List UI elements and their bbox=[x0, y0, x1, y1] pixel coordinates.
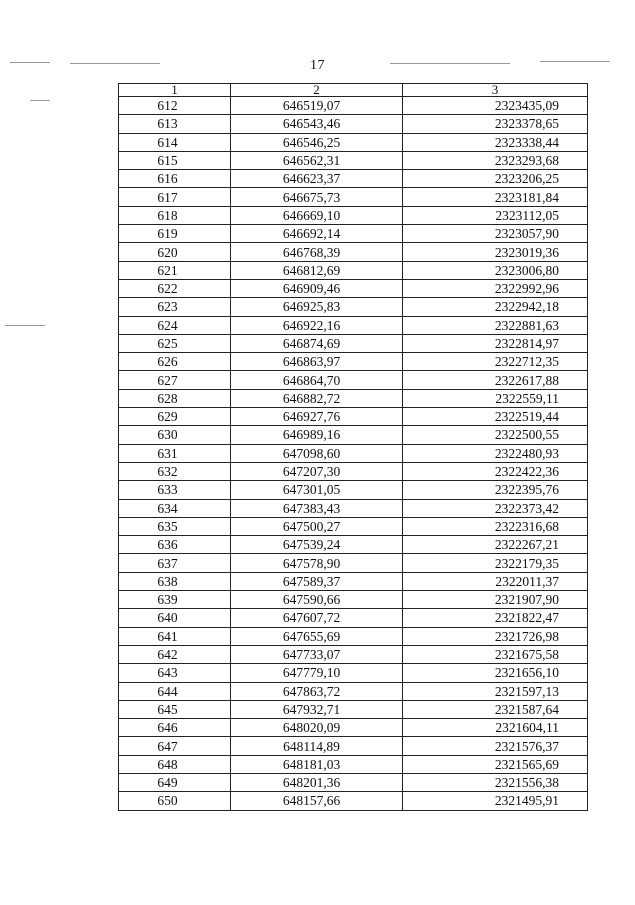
point-number-cell: 614 bbox=[119, 133, 231, 151]
table-row bbox=[119, 408, 588, 426]
point-number-cell: 624 bbox=[119, 316, 231, 334]
table-row bbox=[119, 737, 588, 755]
y-coordinate-cell: 2321726,98 bbox=[403, 627, 588, 645]
x-coordinate-cell: 646909,46 bbox=[231, 279, 403, 297]
point-number-cell: 634 bbox=[119, 499, 231, 517]
table-row bbox=[119, 334, 588, 352]
table-row bbox=[119, 115, 588, 133]
y-coordinate-cell: 2322992,96 bbox=[403, 279, 588, 297]
point-number-cell: 640 bbox=[119, 609, 231, 627]
table-row bbox=[119, 481, 588, 499]
scan-speck bbox=[70, 63, 160, 64]
x-coordinate-cell: 646519,07 bbox=[231, 97, 403, 115]
y-coordinate-cell: 2322373,42 bbox=[403, 499, 588, 517]
x-coordinate-cell: 647589,37 bbox=[231, 572, 403, 590]
point-number-cell: 636 bbox=[119, 536, 231, 554]
table-row bbox=[119, 462, 588, 480]
point-number-cell: 619 bbox=[119, 225, 231, 243]
x-coordinate-cell: 647655,69 bbox=[231, 627, 403, 645]
y-coordinate-cell: 2322316,68 bbox=[403, 517, 588, 535]
y-coordinate-cell: 2321675,58 bbox=[403, 645, 588, 663]
column-header: 3 bbox=[403, 84, 588, 97]
y-coordinate-cell: 2322617,88 bbox=[403, 371, 588, 389]
x-coordinate-cell: 647590,66 bbox=[231, 591, 403, 609]
point-number-cell: 629 bbox=[119, 408, 231, 426]
x-coordinate-cell: 646768,39 bbox=[231, 243, 403, 261]
point-number-cell: 644 bbox=[119, 682, 231, 700]
x-coordinate-cell: 647383,43 bbox=[231, 499, 403, 517]
x-coordinate-cell: 646922,16 bbox=[231, 316, 403, 334]
table-header-row bbox=[119, 84, 588, 97]
point-number-cell: 645 bbox=[119, 700, 231, 718]
x-coordinate-cell: 647779,10 bbox=[231, 664, 403, 682]
y-coordinate-cell: 2322500,55 bbox=[403, 426, 588, 444]
table-row bbox=[119, 645, 588, 663]
point-number-cell: 647 bbox=[119, 737, 231, 755]
table-row bbox=[119, 572, 588, 590]
y-coordinate-cell: 2323206,25 bbox=[403, 170, 588, 188]
point-number-cell: 613 bbox=[119, 115, 231, 133]
point-number-cell: 616 bbox=[119, 170, 231, 188]
table-row bbox=[119, 719, 588, 737]
x-coordinate-cell: 647098,60 bbox=[231, 444, 403, 462]
x-coordinate-cell: 646864,70 bbox=[231, 371, 403, 389]
y-coordinate-cell: 2321556,38 bbox=[403, 773, 588, 791]
y-coordinate-cell: 2321822,47 bbox=[403, 609, 588, 627]
point-number-cell: 635 bbox=[119, 517, 231, 535]
table-row bbox=[119, 243, 588, 261]
point-number-cell: 627 bbox=[119, 371, 231, 389]
point-number-cell: 618 bbox=[119, 206, 231, 224]
y-coordinate-cell: 2322559,11 bbox=[403, 389, 588, 407]
table-row bbox=[119, 609, 588, 627]
x-coordinate-cell: 646882,72 bbox=[231, 389, 403, 407]
table-row bbox=[119, 225, 588, 243]
table-row bbox=[119, 170, 588, 188]
y-coordinate-cell: 2322480,93 bbox=[403, 444, 588, 462]
x-coordinate-cell: 646863,97 bbox=[231, 353, 403, 371]
y-coordinate-cell: 2323293,68 bbox=[403, 151, 588, 169]
table-row bbox=[119, 554, 588, 572]
x-coordinate-cell: 646546,25 bbox=[231, 133, 403, 151]
point-number-cell: 633 bbox=[119, 481, 231, 499]
table-row bbox=[119, 682, 588, 700]
table-row bbox=[119, 389, 588, 407]
table-row bbox=[119, 664, 588, 682]
table-row bbox=[119, 591, 588, 609]
point-number-cell: 641 bbox=[119, 627, 231, 645]
column-header: 2 bbox=[231, 84, 403, 97]
y-coordinate-cell: 2322519,44 bbox=[403, 408, 588, 426]
table-row bbox=[119, 700, 588, 718]
y-coordinate-cell: 2322267,21 bbox=[403, 536, 588, 554]
point-number-cell: 625 bbox=[119, 334, 231, 352]
y-coordinate-cell: 2323057,90 bbox=[403, 225, 588, 243]
x-coordinate-cell: 648114,89 bbox=[231, 737, 403, 755]
table-row bbox=[119, 188, 588, 206]
point-number-cell: 637 bbox=[119, 554, 231, 572]
y-coordinate-cell: 2322881,63 bbox=[403, 316, 588, 334]
point-number-cell: 623 bbox=[119, 298, 231, 316]
table-row bbox=[119, 426, 588, 444]
x-coordinate-cell: 646989,16 bbox=[231, 426, 403, 444]
table-row bbox=[119, 261, 588, 279]
scan-speck bbox=[5, 325, 45, 326]
y-coordinate-cell: 2321576,37 bbox=[403, 737, 588, 755]
x-coordinate-cell: 646927,76 bbox=[231, 408, 403, 426]
y-coordinate-cell: 2322011,37 bbox=[403, 572, 588, 590]
point-number-cell: 650 bbox=[119, 792, 231, 810]
table-row bbox=[119, 755, 588, 773]
scan-speck bbox=[30, 100, 50, 101]
point-number-cell: 642 bbox=[119, 645, 231, 663]
point-number-cell: 638 bbox=[119, 572, 231, 590]
y-coordinate-cell: 2321565,69 bbox=[403, 755, 588, 773]
scan-speck bbox=[540, 61, 610, 62]
x-coordinate-cell: 647607,72 bbox=[231, 609, 403, 627]
x-coordinate-cell: 647863,72 bbox=[231, 682, 403, 700]
table-row bbox=[119, 536, 588, 554]
table-body bbox=[119, 97, 588, 811]
x-coordinate-cell: 647500,27 bbox=[231, 517, 403, 535]
table-row bbox=[119, 773, 588, 791]
point-number-cell: 620 bbox=[119, 243, 231, 261]
point-number-cell: 630 bbox=[119, 426, 231, 444]
point-number-cell: 646 bbox=[119, 719, 231, 737]
y-coordinate-cell: 2322422,36 bbox=[403, 462, 588, 480]
x-coordinate-cell: 646623,37 bbox=[231, 170, 403, 188]
point-number-cell: 648 bbox=[119, 755, 231, 773]
point-number-cell: 639 bbox=[119, 591, 231, 609]
point-number-cell: 622 bbox=[119, 279, 231, 297]
x-coordinate-cell: 647733,07 bbox=[231, 645, 403, 663]
table-row bbox=[119, 298, 588, 316]
y-coordinate-cell: 2323181,84 bbox=[403, 188, 588, 206]
y-coordinate-cell: 2321597,13 bbox=[403, 682, 588, 700]
x-coordinate-cell: 646692,14 bbox=[231, 225, 403, 243]
x-coordinate-cell: 648020,09 bbox=[231, 719, 403, 737]
table-row bbox=[119, 627, 588, 645]
y-coordinate-cell: 2322942,18 bbox=[403, 298, 588, 316]
y-coordinate-cell: 2323112,05 bbox=[403, 206, 588, 224]
x-coordinate-cell: 647207,30 bbox=[231, 462, 403, 480]
scan-speck bbox=[390, 63, 510, 64]
point-number-cell: 621 bbox=[119, 261, 231, 279]
x-coordinate-cell: 647539,24 bbox=[231, 536, 403, 554]
coordinates-table bbox=[118, 83, 588, 811]
table-row bbox=[119, 316, 588, 334]
y-coordinate-cell: 2321604,11 bbox=[403, 719, 588, 737]
y-coordinate-cell: 2323019,36 bbox=[403, 243, 588, 261]
x-coordinate-cell: 647578,90 bbox=[231, 554, 403, 572]
table-row bbox=[119, 206, 588, 224]
point-number-cell: 632 bbox=[119, 462, 231, 480]
table-row bbox=[119, 371, 588, 389]
y-coordinate-cell: 2321495,91 bbox=[403, 792, 588, 810]
scan-speck bbox=[10, 62, 50, 63]
table-row bbox=[119, 444, 588, 462]
x-coordinate-cell: 648201,36 bbox=[231, 773, 403, 791]
y-coordinate-cell: 2322395,76 bbox=[403, 481, 588, 499]
y-coordinate-cell: 2322712,35 bbox=[403, 353, 588, 371]
table-row bbox=[119, 517, 588, 535]
page-number: 17 bbox=[310, 58, 325, 73]
point-number-cell: 615 bbox=[119, 151, 231, 169]
table-row bbox=[119, 353, 588, 371]
table-row bbox=[119, 499, 588, 517]
table-row bbox=[119, 133, 588, 151]
point-number-cell: 649 bbox=[119, 773, 231, 791]
y-coordinate-cell: 2323378,65 bbox=[403, 115, 588, 133]
table-row bbox=[119, 792, 588, 810]
x-coordinate-cell: 646925,83 bbox=[231, 298, 403, 316]
point-number-cell: 617 bbox=[119, 188, 231, 206]
x-coordinate-cell: 647301,05 bbox=[231, 481, 403, 499]
y-coordinate-cell: 2321656,10 bbox=[403, 664, 588, 682]
table-row bbox=[119, 279, 588, 297]
point-number-cell: 612 bbox=[119, 97, 231, 115]
x-coordinate-cell: 646562,31 bbox=[231, 151, 403, 169]
x-coordinate-cell: 646543,46 bbox=[231, 115, 403, 133]
x-coordinate-cell: 648157,66 bbox=[231, 792, 403, 810]
y-coordinate-cell: 2322179,35 bbox=[403, 554, 588, 572]
y-coordinate-cell: 2321587,64 bbox=[403, 700, 588, 718]
x-coordinate-cell: 646669,10 bbox=[231, 206, 403, 224]
x-coordinate-cell: 646812,69 bbox=[231, 261, 403, 279]
x-coordinate-cell: 647932,71 bbox=[231, 700, 403, 718]
point-number-cell: 643 bbox=[119, 664, 231, 682]
y-coordinate-cell: 2321907,90 bbox=[403, 591, 588, 609]
y-coordinate-cell: 2323006,80 bbox=[403, 261, 588, 279]
table-row bbox=[119, 97, 588, 115]
y-coordinate-cell: 2323435,09 bbox=[403, 97, 588, 115]
table-row bbox=[119, 151, 588, 169]
x-coordinate-cell: 648181,03 bbox=[231, 755, 403, 773]
y-coordinate-cell: 2322814,97 bbox=[403, 334, 588, 352]
point-number-cell: 626 bbox=[119, 353, 231, 371]
x-coordinate-cell: 646874,69 bbox=[231, 334, 403, 352]
column-header: 1 bbox=[119, 84, 231, 97]
y-coordinate-cell: 2323338,44 bbox=[403, 133, 588, 151]
point-number-cell: 628 bbox=[119, 389, 231, 407]
x-coordinate-cell: 646675,73 bbox=[231, 188, 403, 206]
point-number-cell: 631 bbox=[119, 444, 231, 462]
